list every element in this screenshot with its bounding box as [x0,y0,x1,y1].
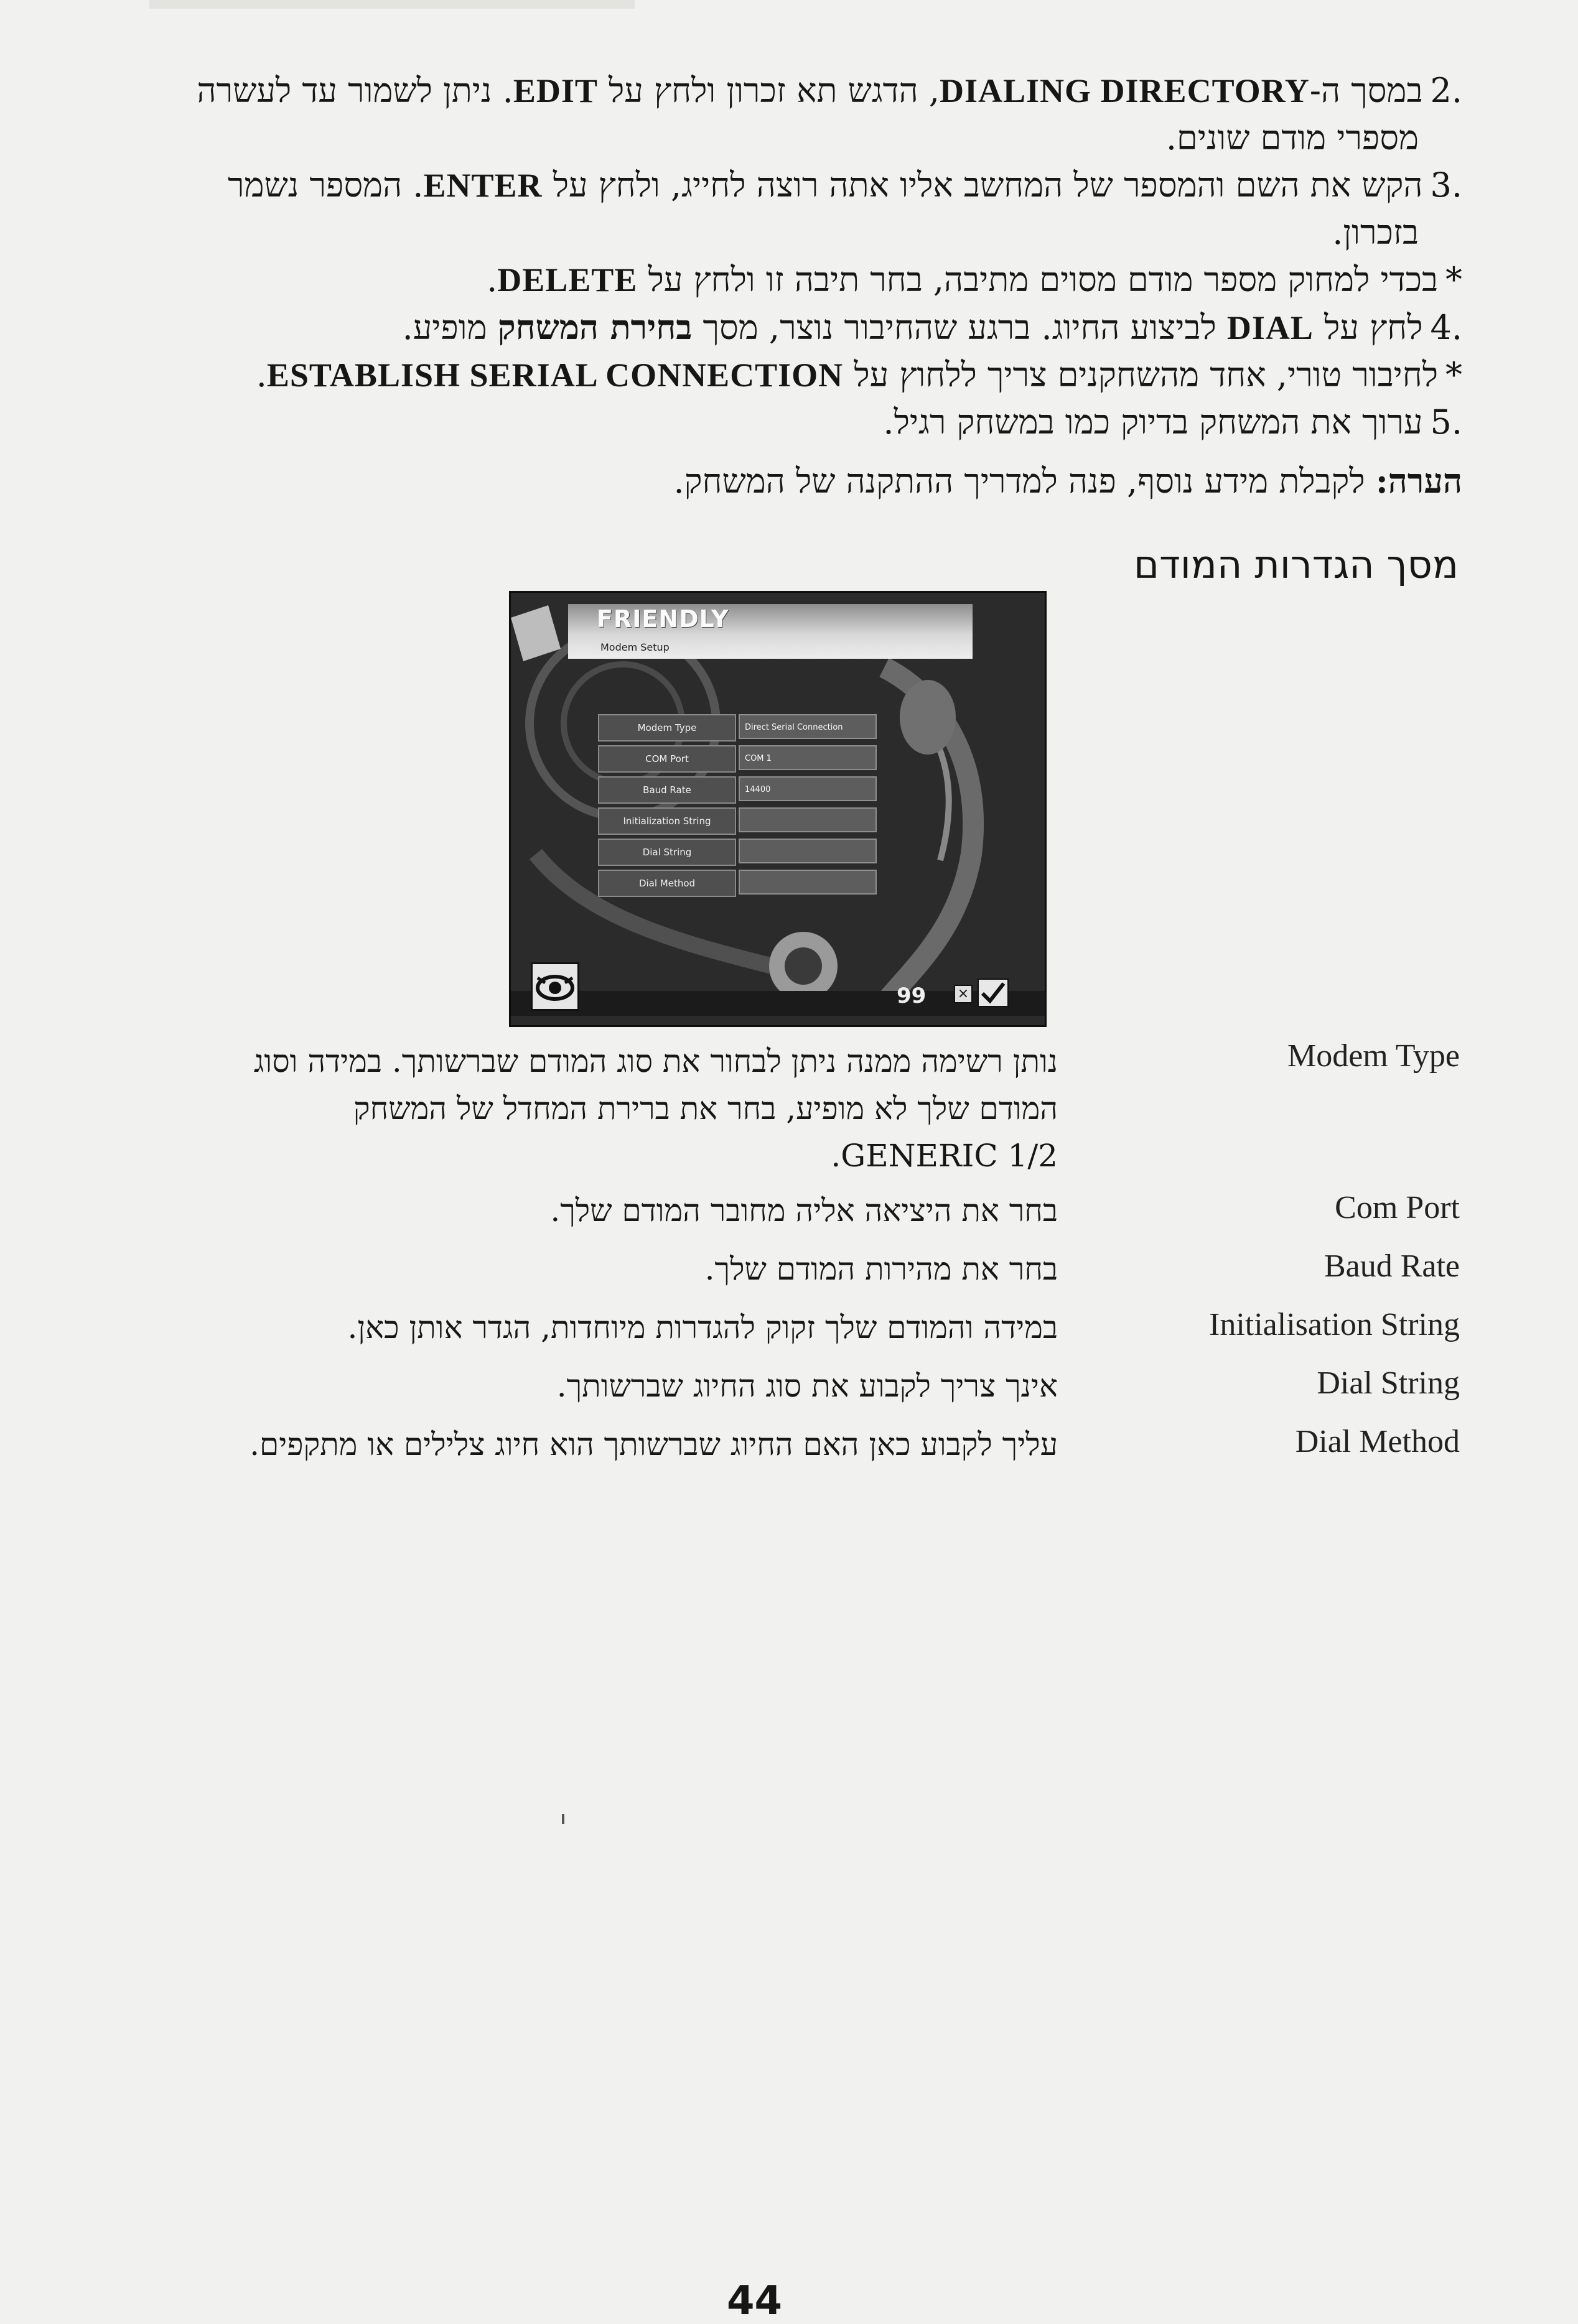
scan-edge [149,0,635,9]
initialization-string-row[interactable] [598,806,873,835]
term-com-port: Com Port [1335,1190,1460,1225]
com-port-value[interactable]: COM 1 [739,745,877,770]
term-baud-rate: Baud Rate [1324,1248,1460,1284]
baud-rate-label: Baud Rate [598,776,736,804]
desc-initialisation-string: במידה והמודם שלך זקוק להגדרות מיוחדות, הגדר אותן כאן. [347,1309,1058,1346]
desc-dial-method: עליך לקבוע כאן האם החיוג שברשותך הוא חיוג צלילים או מתקפים. [250,1426,1058,1462]
check-icon[interactable] [978,978,1009,1007]
term-dial-string: Dial String [1317,1365,1460,1401]
step-3-continuation: בזכרון. [1332,213,1419,252]
step-4: .4לחץ על DIAL לביצוע החיוג. ברגע שהחיבור נוצר, מסך בחירת המשחק מופיע. [402,307,1462,347]
desc-dial-string: אינך צריך לקבוע את סוג החיוג שברשותך. [556,1368,1058,1404]
modem-type-value[interactable]: Direct Serial Connection [739,714,877,739]
dial-method-row[interactable] [598,868,873,898]
note: הערה: לקבלת מידע נוסף, פנה למדריך ההתקנה של המשחק. [673,461,1462,501]
term-initialisation-string: Initialisation String [1209,1307,1460,1342]
modem-settings-rows [598,712,873,899]
term-modem-type: Modem Type [1287,1038,1460,1074]
dial-string-row[interactable] [598,837,873,867]
star-note-delete: *בכדי למחוק מספר מודם מסוים מתיבה, בחר תיבה זו ולחץ על DELETE. [487,260,1462,299]
close-icon[interactable]: × [954,985,973,1003]
step-5: .5ערוך את המשחק בדיוק כמו במשחק רגיל. [883,402,1462,442]
friendly-logo: FRIENDLY [597,605,729,633]
section-title: מסך הגדרות המודם [1133,542,1459,588]
dial-method-label: Dial Method [598,870,736,897]
desc-modem-type: נותן רשימה ממנה ניתן לבחור את סוג המודם שברשותך. במידה וסוג המודם שלך לא מופיע, בחר את ברירת המחדל של המשחק GENERIC 1/2. [253,1043,1058,1174]
baud-rate-value[interactable]: 14400 [739,776,877,801]
modem-type-row[interactable] [598,712,873,742]
initialization-string-value[interactable] [739,807,877,832]
scan-speck [562,1814,564,1824]
dial-method-value[interactable] [739,870,877,895]
page-number: 44 [727,2278,783,2324]
status-readout: 99 [897,983,927,1008]
step-3: .3הקש את השם והמספר של המחשב אליו אתה רוצה לחייג, ולחץ על ENTER. המספר נשמר [228,165,1462,205]
modem-type-label: Modem Type [598,714,736,741]
term-dial-method: Dial Method [1295,1424,1460,1459]
initialization-string-label: Initialization String [598,807,736,835]
dial-string-value[interactable] [739,839,877,863]
instructions-list [93,67,1462,505]
desc-baud-rate: בחר את מהירות המודם שלך. [704,1251,1058,1287]
modem-setup-screenshot [509,591,1047,1027]
dial-string-label: Dial String [598,839,736,866]
step-2-continuation: מספרי מודם שונים. [1165,118,1419,157]
desc-com-port: בחר את היציאה אליה מחובר המודם שלך. [550,1192,1058,1229]
step-2: .2במסך ה-DIALING DIRECTORY, הדגש תא זכרון ולחץ על EDIT. ניתן לשמור עד לעשרה [197,71,1462,110]
eye-icon[interactable] [531,962,579,1011]
star-note-serial: *לחיבור טורי, אחד מהשחקנים צריך ללחוץ על ESTABLISH SERIAL CONNECTION. [256,355,1462,394]
modem-setup-subtitle: Modem Setup [600,641,670,653]
com-port-label: COM Port [598,745,736,773]
baud-rate-row[interactable] [598,774,873,804]
com-port-row[interactable] [598,743,873,773]
